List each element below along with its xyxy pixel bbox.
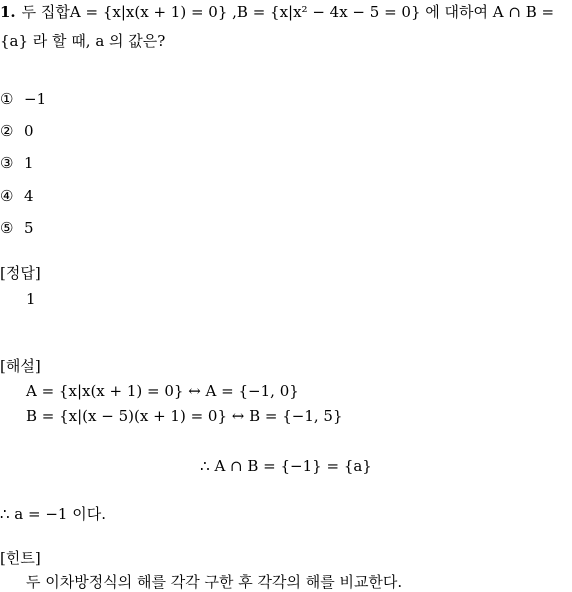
option-mark: ② — [0, 122, 14, 140]
option-value: 0 — [24, 122, 34, 140]
option-value: 1 — [24, 154, 34, 172]
question-number: 1. — [0, 3, 16, 21]
question-line-2: {a} 라 할 때, a 의 값은? — [0, 32, 166, 50]
answer-heading: [정답] — [0, 264, 41, 282]
question-text-1: 두 집합A = {x|x(x + 1) = 0} ,B = {x|x² − 4x − 5 = 0} 에 대하여 A ∩ B = — [21, 3, 555, 21]
option-5[interactable] — [0, 218, 34, 238]
option-mark: ③ — [0, 154, 14, 172]
hint-heading: [힌트] — [0, 549, 41, 567]
question-line-1 — [0, 2, 554, 22]
solution-heading: [해설] — [0, 357, 41, 375]
option-value: −1 — [24, 90, 47, 108]
solution-line-3: ∴ A ∩ B = {−1} = {a} — [200, 457, 372, 475]
option-4[interactable] — [0, 186, 34, 206]
option-mark: ④ — [0, 187, 14, 205]
option-value: 4 — [24, 187, 34, 205]
solution-line-1: A = {x|x(x + 1) = 0} ↔ A = {−1, 0} — [26, 382, 299, 400]
option-mark: ⑤ — [0, 219, 14, 237]
answer-value: 1 — [26, 290, 36, 308]
solution-line-2: B = {x|(x − 5)(x + 1) = 0} ↔ B = {−1, 5} — [26, 407, 343, 425]
option-mark: ① — [0, 90, 14, 108]
option-2[interactable] — [0, 121, 34, 141]
solution-line-4: ∴ a = −1 이다. — [0, 505, 106, 523]
option-3[interactable] — [0, 153, 34, 173]
option-value: 5 — [24, 219, 34, 237]
option-1[interactable] — [0, 89, 46, 109]
hint-text: 두 이차방정식의 해를 각각 구한 후 각각의 해를 비교한다. — [26, 573, 403, 591]
